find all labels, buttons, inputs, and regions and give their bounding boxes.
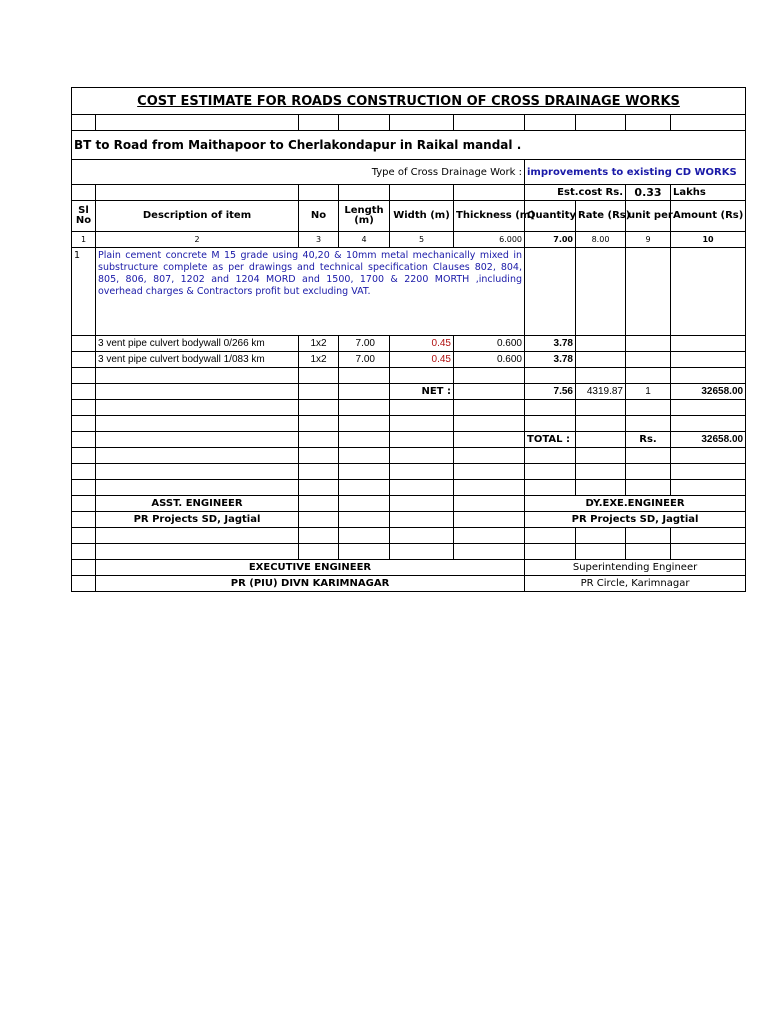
col-header-quantity: Quantity	[525, 201, 576, 232]
row-desc: 3 vent pipe culvert bodywall 1/083 km	[96, 352, 299, 368]
col-header-sl: Sl No	[72, 201, 96, 232]
total-label: TOTAL :	[525, 432, 576, 448]
col-number: 9	[626, 232, 671, 248]
net-unit: 1	[626, 384, 671, 400]
dy-engineer-title: DY.EXE.ENGINEER	[525, 496, 746, 512]
net-amount: 32658.00	[671, 384, 746, 400]
document-title: COST ESTIMATE FOR ROADS CONSTRUCTION OF CROSS DRAINAGE WORKS	[72, 88, 746, 115]
row-desc: 3 vent pipe culvert bodywall 0/266 km	[96, 336, 299, 352]
item-sl: 1	[72, 248, 96, 336]
col-header-desc: Description of item	[96, 201, 299, 232]
row-length: 7.00	[339, 352, 390, 368]
item-description: Plain cement concrete M 15 grade using 40,20 & 10mm metal mechanically mixed in substructure complete as per drawings and technical specification Clauses 802, 804, 805, 806, 807, 1202 and 1204 MORD and 1500, 1700 & 2200 MORTH ,including overhead charges & Contractors profit but excluding VAT.	[96, 248, 525, 336]
col-header-unit-per: unit per	[626, 201, 671, 232]
col-header-no: No	[299, 201, 339, 232]
est-cost-unit: Lakhs	[671, 185, 746, 201]
net-label: NET :	[390, 384, 454, 400]
col-number: 4	[339, 232, 390, 248]
col-header-rate: Rate (Rs)	[576, 201, 626, 232]
exec-engineer-title: EXECUTIVE ENGINEER	[96, 560, 525, 576]
work-type-value: improvements to existing CD WORKS	[525, 160, 746, 185]
row-thickness: 0.600	[454, 352, 525, 368]
col-number: 1	[72, 232, 96, 248]
col-number: 10	[671, 232, 746, 248]
col-number: 5	[390, 232, 454, 248]
row-quantity: 3.78	[525, 352, 576, 368]
col-header-thickness: Thickness (m)	[454, 201, 525, 232]
col-header-width: Width (m)	[390, 201, 454, 232]
exec-engineer-office: PR (PIU) DIVN KARIMNAGAR	[96, 576, 525, 592]
asst-engineer-office: PR Projects SD, Jagtial	[96, 512, 299, 528]
col-number: 3	[299, 232, 339, 248]
total-amount: 32658.00	[671, 432, 746, 448]
row-thickness: 0.600	[454, 336, 525, 352]
dy-engineer-office: PR Projects SD, Jagtial	[525, 512, 746, 528]
net-rate: 4319.87	[576, 384, 626, 400]
row-length: 7.00	[339, 336, 390, 352]
row-quantity: 3.78	[525, 336, 576, 352]
se-engineer-title: Superintending Engineer	[525, 560, 746, 576]
col-number: 2	[96, 232, 299, 248]
col-number: 6.000	[454, 232, 525, 248]
col-number: 8.00	[576, 232, 626, 248]
col-header-amount: Amount (Rs)	[671, 201, 746, 232]
row-width: 0.45	[390, 352, 454, 368]
row-no: 1x2	[299, 336, 339, 352]
asst-engineer-title: ASST. ENGINEER	[96, 496, 299, 512]
est-cost-label: Est.cost Rs.	[525, 185, 626, 201]
col-number: 7.00	[525, 232, 576, 248]
est-cost-value: 0.33	[626, 185, 671, 201]
road-name: BT to Road from Maithapoor to Cherlakondapur in Raikal mandal .	[72, 131, 746, 160]
total-currency: Rs.	[626, 432, 671, 448]
work-type-label: Type of Cross Drainage Work :	[72, 160, 525, 185]
se-engineer-office: PR Circle, Karimnagar	[525, 576, 746, 592]
estimate-sheet	[71, 87, 746, 592]
col-header-length: Length (m)	[339, 201, 390, 232]
row-no: 1x2	[299, 352, 339, 368]
row-width: 0.45	[390, 336, 454, 352]
net-quantity: 7.56	[525, 384, 576, 400]
